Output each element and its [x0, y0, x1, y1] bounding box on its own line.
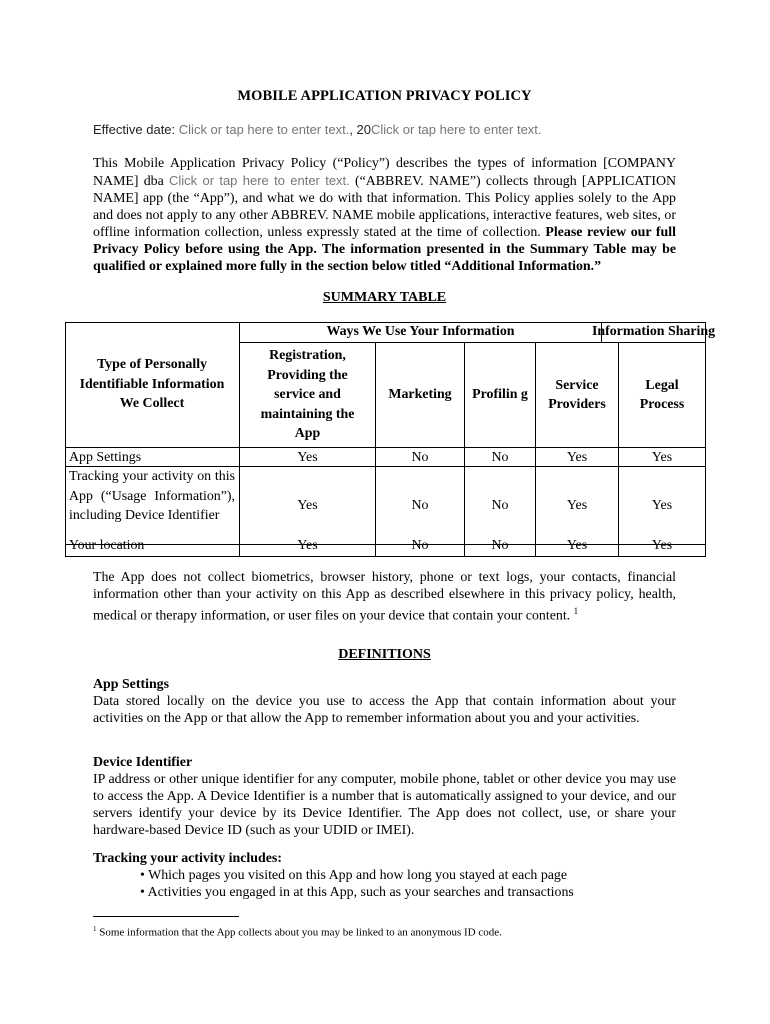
effective-date-field[interactable]: Click or tap here to enter text. — [178, 122, 350, 137]
table-cell: No — [465, 448, 536, 467]
table-cell: Yes — [536, 536, 619, 557]
table-cell-value: No — [411, 497, 429, 513]
header-profiling — [465, 343, 536, 448]
table-cell — [465, 467, 536, 545]
header-service-providers — [536, 343, 619, 448]
footnote-mark: 1 — [93, 925, 97, 933]
table-cell-value: Yes — [297, 497, 318, 513]
header-marketing-label: Marketing — [388, 387, 452, 403]
footnote-text: Some information that the App collects about you may be linked to an anonymous ID code. — [96, 926, 502, 939]
table-cell: Yes — [619, 536, 706, 557]
table-cell: Yes — [536, 448, 619, 467]
table-row-label: Tracking your activity on this App (“Usage Information”), including Device Identifier — [65, 467, 240, 545]
header-sharing-group — [591, 322, 716, 343]
collection-note-text: The App does not collect biometrics, browser history, phone or text logs, your contacts, financial information other than your activity on this App as described elsewhere in this privacy policy, health, medical or therapy information, or user files on your device that contain your content. — [93, 570, 676, 624]
header-profiling-label: Profilin g — [472, 387, 528, 403]
footnote-reference[interactable]: 1 — [573, 606, 579, 616]
header-sharing-label: Information Sharing — [591, 324, 716, 340]
footnote — [93, 922, 502, 940]
effective-date-line — [93, 122, 542, 137]
list-item: • Activities you engaged in at this App, such as your searches and transactions — [140, 884, 676, 901]
list-item: • Which pages you visited on this App and how long you stayed at each page — [140, 867, 676, 884]
header-marketing — [376, 343, 465, 448]
table-row-label: Your location — [65, 536, 240, 557]
header-ways-label: Ways We Use Your Information — [326, 324, 515, 340]
table-cell — [376, 467, 465, 545]
definitions-title: DEFINITIONS — [338, 647, 431, 662]
table-cell: No — [376, 448, 465, 467]
table-cell — [240, 467, 376, 545]
footnote-separator — [93, 916, 239, 917]
effective-year-field[interactable]: Click or tap here to enter text. — [371, 122, 542, 137]
table-row-label: App Settings — [65, 448, 240, 467]
tracking-bullet-list — [93, 867, 676, 901]
header-type-cell — [65, 322, 240, 448]
definition-app-settings — [93, 676, 676, 727]
summary-table-title: SUMMARY TABLE — [322, 290, 447, 305]
table-cell-value: No — [491, 497, 509, 513]
intro-text-2: (“ABBREV. NAME”) collects through [APPLICATION NAME] app (the “App”), and what we do with that information. This Policy applies solely to the App and does not apply to any other ABBREV. NAME mobile applications, interactive features, web sites, or offline information collection, unless expressly stated at the time of collection. — [93, 174, 677, 240]
table-cell-value: Yes — [566, 497, 588, 513]
header-service-providers-label: Service Providers — [548, 377, 606, 412]
header-legal-process — [619, 343, 706, 448]
definition-tracking-activity — [93, 850, 676, 901]
intro-paragraph — [93, 155, 676, 275]
definition-body: IP address or other unique identifier for any computer, mobile phone, tablet or other device you may use to access the App. A Device Identifier is a number that is automatically assigned to your device, and our servers identify your device by its Device Identifier. The App does not collect, use, or share your hardware-based Device ID (such as your UDID or IMEI). — [93, 772, 676, 838]
table-cell-value: Yes — [651, 497, 673, 513]
definition-heading: Tracking your activity includes: — [93, 851, 282, 866]
table-cell: Yes — [240, 536, 376, 557]
table-cell: Yes — [619, 448, 706, 467]
table-cell — [536, 467, 619, 545]
intro-bold-text: Please review our full Privacy Policy before using the App. The information presented in the Summary Table may be qualified or explained more fully in the section below titled “Additional Information.” — [93, 225, 676, 274]
definition-heading: App Settings — [93, 677, 170, 692]
collection-note-paragraph — [93, 569, 676, 625]
effective-date-label: Effective date: — [93, 122, 176, 137]
year-prefix: , 20 — [349, 122, 371, 137]
table-cell: No — [465, 536, 536, 557]
definition-device-identifier — [93, 754, 676, 839]
header-legal-process-label: Legal Process — [639, 377, 685, 412]
table-cell: No — [376, 536, 465, 557]
definition-body: Data stored locally on the device you use to access the App that contain information about your activities on the App or that allow the App to remember information about you and your activities. — [93, 694, 676, 726]
summary-table — [65, 322, 716, 557]
header-registration — [240, 343, 376, 448]
header-type-label: Type of Personally Identifiable Information We Collect — [79, 357, 225, 412]
header-registration-label: Registration, Providing the service and maintaining the App — [260, 348, 355, 442]
abbrev-name-field[interactable]: Click or tap here to enter text. — [168, 173, 350, 188]
header-ways-group — [240, 322, 602, 343]
table-cell — [619, 467, 706, 545]
document-title: MOBILE APPLICATION PRIVACY POLICY — [237, 88, 532, 104]
table-cell: Yes — [240, 448, 376, 467]
intro-text-1: This Mobile Application Privacy Policy (“Policy”) describes the types of information [COMPANY NAME] dba — [93, 156, 676, 189]
definition-heading: Device Identifier — [93, 755, 193, 770]
